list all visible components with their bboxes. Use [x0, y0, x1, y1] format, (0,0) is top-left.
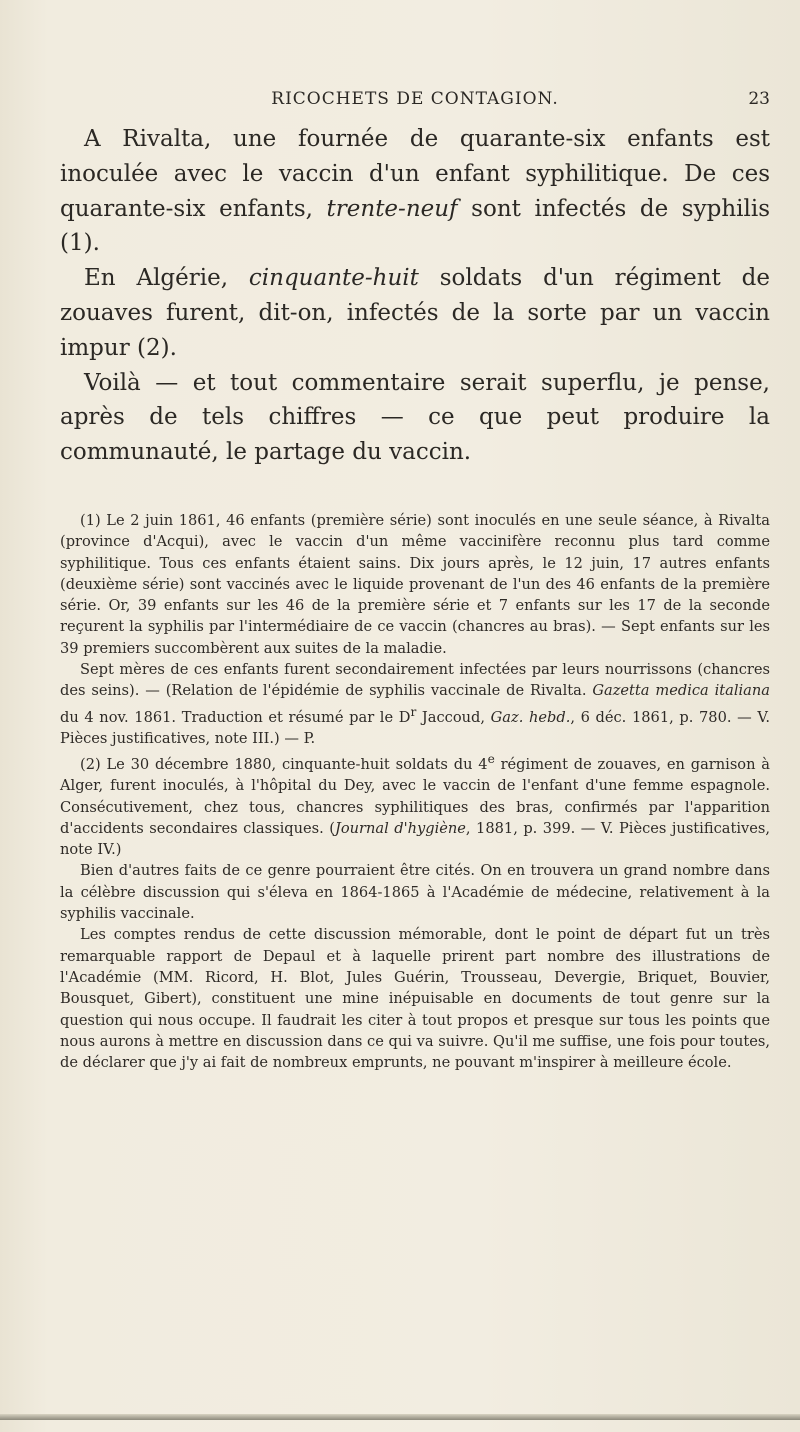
footnote-2-continued: Bien d'autres faits de ce genre pourraient être cités. On en trouvera un grand nombre dans la célèbre discussion qui s'éleva en 1864-1865 à l'Académie de médecine, relativement à la syphilis vaccinale.: [60, 862, 770, 923]
paragraph-algerie: En Algérie, cinquante-huit soldats d'un régiment de zouaves furent, dit-on, infectés de la sorte par un vaccin impur (2).: [60, 265, 770, 361]
footnote-2-discussion: Les comptes rendus de cette discussion mémorable, dont le point de départ fut un très remarquable rapport de Depaul et à laquelle prirent part nombre des illustrations de l'Académie (MM. Ricord, H. Blot, Jules Guérin, Trousseau, Devergie, Briquet, Bouvier, Bousquet, Gibert), constituent une mine inépuisable en documents de tout genre sur la question qui nous occupe. Il faudrait les citer à tout propos et presque sur tous les points que nous aurons à mettre en discussion dans ce qui va suivre. Qu'il me suffise, une fois pour toutes, de déclarer que j'y ai fait de nombreux emprunts, ne pouvant m'inspirer à meilleure école.: [60, 926, 770, 1072]
paragraph-rivalta: A Rivalta, une fournée de quarante-six enfants est inoculée avec le vaccin d'un enfant syphilitique. De ces quarante-six enfants, trente-neuf sont infectés de syphilis (1).: [60, 126, 771, 257]
footnote-1-continued: Sept mères de ces enfants furent secondairement infectées par leurs nourrissons (chancres des seins). — (Relation de l'épidémie de syphilis vaccinale de Rivalta. Gazetta medica italiana du 4 nov. 1861. Traduction et résumé par le $D^r$ Jaccoud, Gaz. hebd., 6 déc. 1861, p. 780. — V. Pièces justificatives, note III.) — P.: [60, 661, 771, 747]
page-header: [60, 89, 770, 113]
page-edge: [0, 1414, 800, 1420]
running-title: RICOCHETS DE CONTAGION.: [271, 89, 559, 109]
page-number: 23: [748, 89, 770, 109]
emphasis-cinquante-huit: cinquante-huit: [248, 265, 419, 292]
paragraph-voila: Voilà — et tout commentaire serait superflu, je pense, après de tels chiffres — ce que peut produire la communauté, le partage du vaccin.: [60, 369, 770, 466]
footnotes: [60, 510, 770, 1073]
footnote-2: (2) Le 30 décembre 1880, cinquante-huit soldats du 4e régiment de zouaves, en garnison à Alger, furent inoculés, à l'hôpital du Dey, avec le vaccin de l'enfant d'une femme espagnole. Consécutivement, chez tous, chancres syphilitiques des bras, confirmés par l'apparition d'accidents secondaires classiques. (Journal d'hygiène, 1881, p. 399. — V. Pièces justificatives, note IV.): [60, 752, 770, 859]
emphasis-trente-neuf: trente-neuf: [326, 195, 458, 222]
main-text: [60, 122, 770, 470]
footnote-1: (1) Le 2 juin 1861, 46 enfants (première série) sont inoculés en une seule séance, à Rivalta (province d'Acqui), avec le vaccin d'un même vaccinifère reconnu plus tard comme syphilitique. Tous ces enfants étaient sains. Dix jours après, le 12 juin, 17 autres enfants (deuxième série) sont vaccinés avec le liquide provenant de l'un des 46 enfants de la première série. Or, 39 enfants sur les 46 de la première série et 7 enfants sur les 17 de la seconde reçurent la syphilis par l'intermédiaire de ce vaccin (chancres au bras). — Sept enfants sur les 39 premiers succombèrent aux suites de la maladie.: [60, 512, 770, 657]
